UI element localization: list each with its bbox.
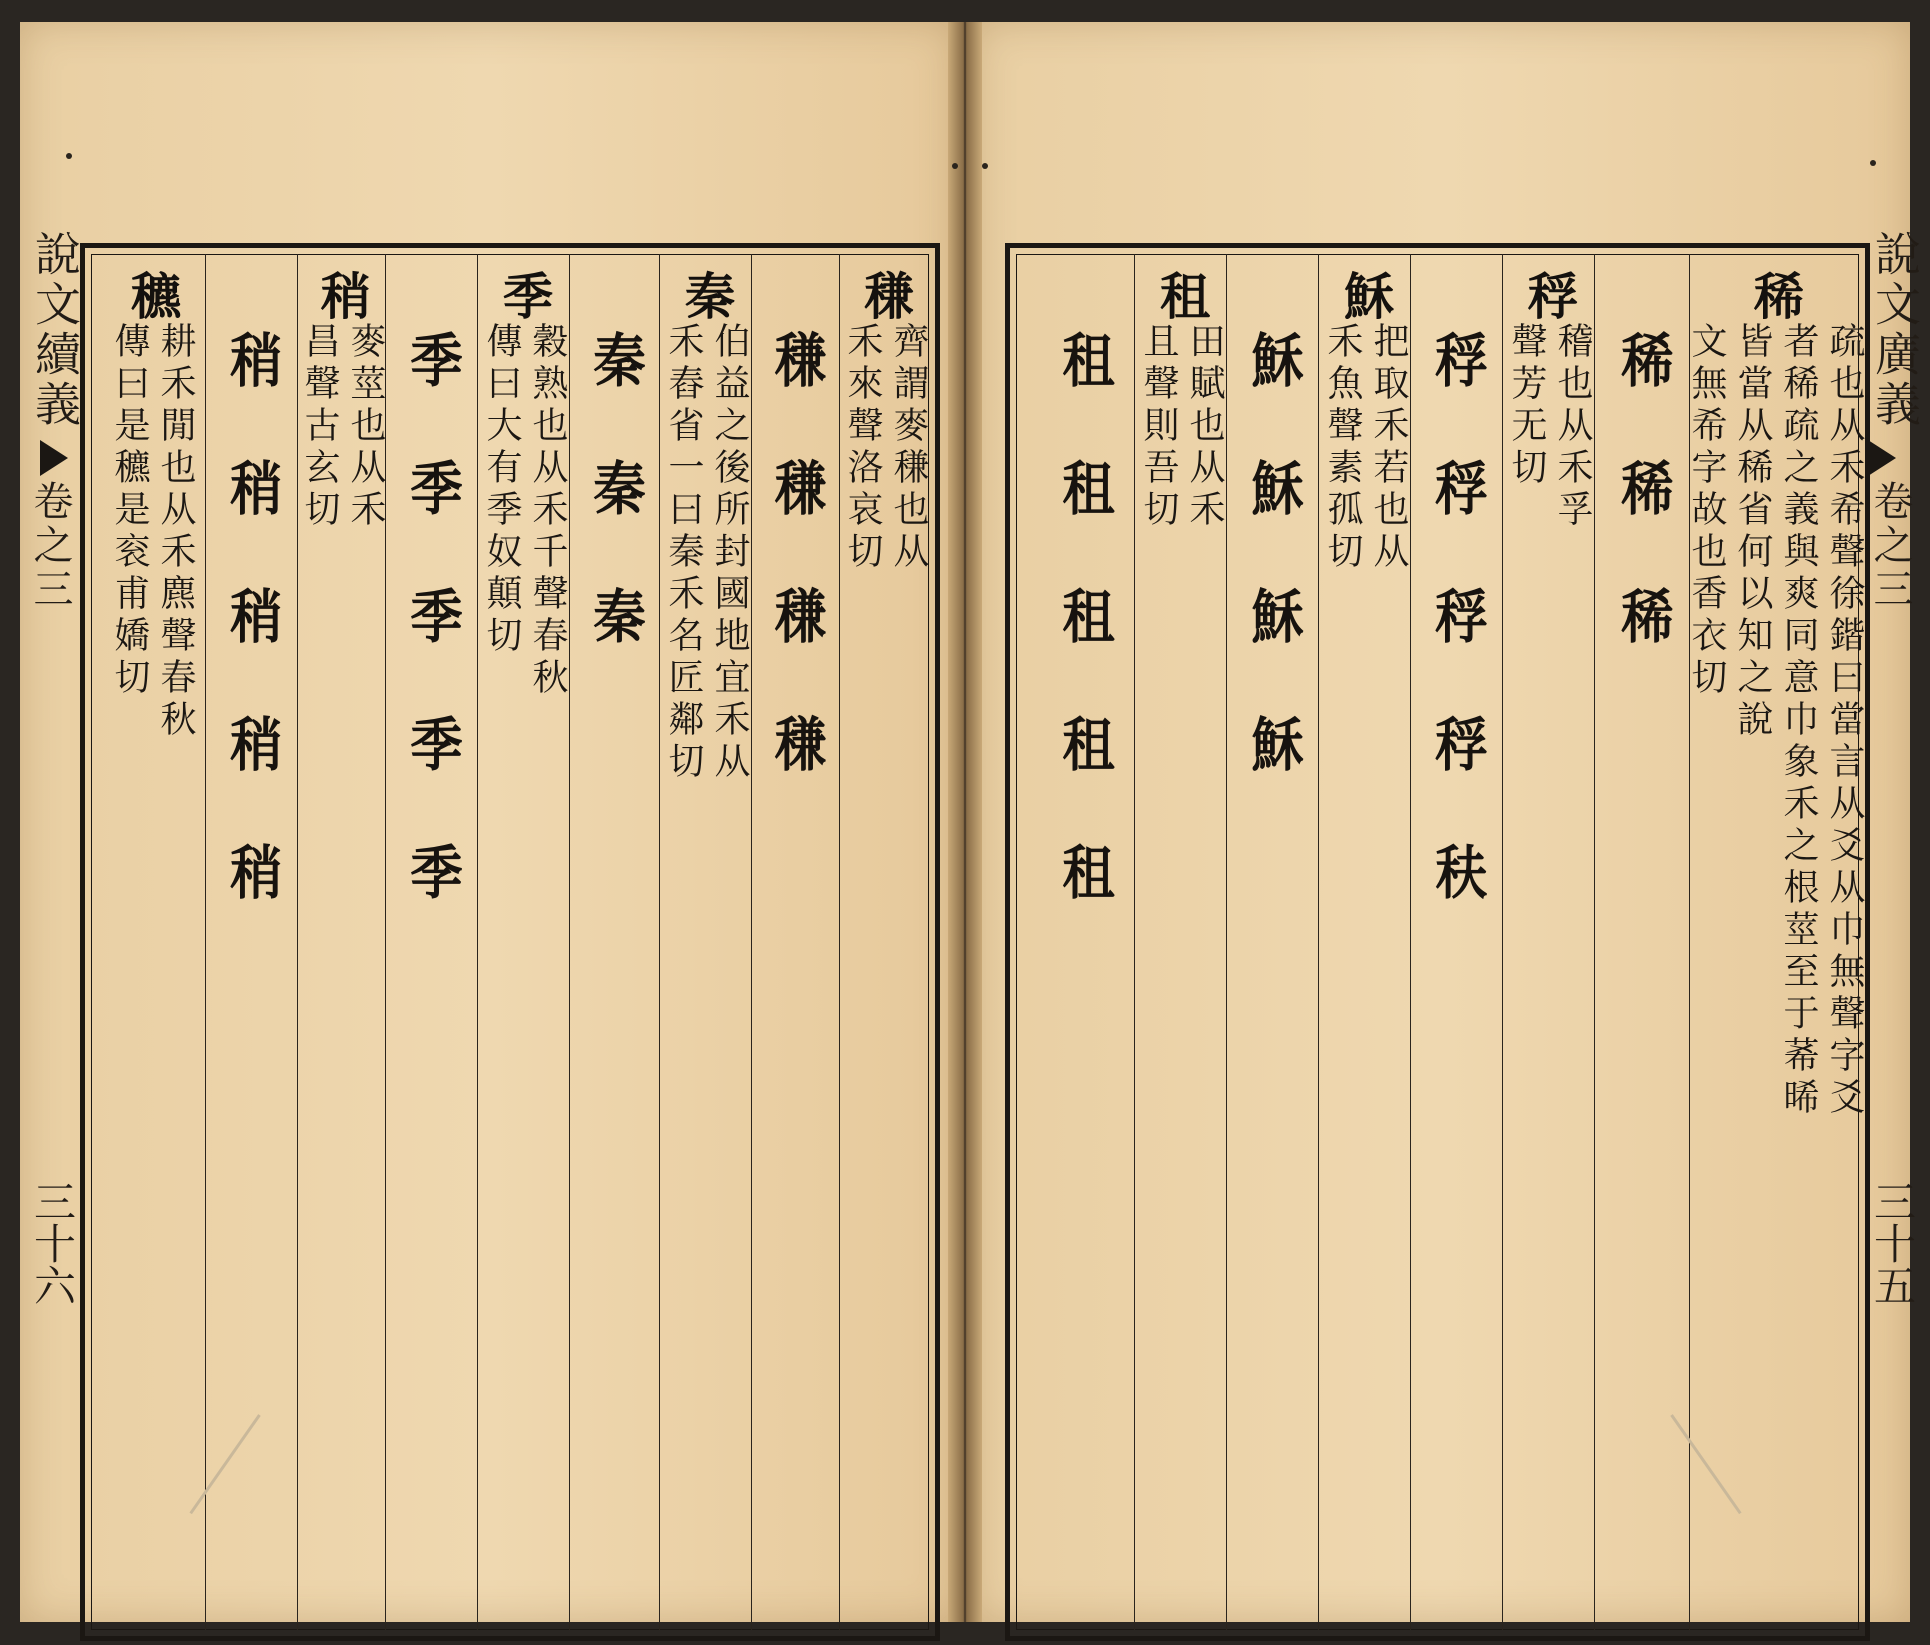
seal-script-variants: 稍稍稍稍稍 xyxy=(221,330,283,970)
text-column xyxy=(1034,254,1134,1630)
right-margin-title: 說文廣義 xyxy=(1868,230,1922,430)
gloss-line: 耕禾閒也从禾麃聲春秋 xyxy=(155,322,196,742)
gloss-text xyxy=(663,322,749,784)
text-column xyxy=(477,254,570,1630)
gloss-line: 傳曰大有季奴顛切 xyxy=(481,322,522,658)
gloss-line: 疏也从禾希聲徐鍇曰當言从爻从巾無聲字爻 xyxy=(1824,322,1865,1120)
seal-script-variants: 秦秦秦 xyxy=(584,330,646,714)
text-column xyxy=(1686,254,1865,1630)
head-character: 季 xyxy=(495,270,554,320)
gloss-line: 禾舂省一曰秦禾名匠鄰切 xyxy=(663,322,704,784)
seal-script-variants: 租租租租租 xyxy=(1053,330,1115,970)
head-character: 穮 xyxy=(123,270,182,320)
gloss-line: 傳曰是穮是衮甫嬌切 xyxy=(109,322,150,700)
left-page-number: 三十六 xyxy=(28,1180,77,1306)
gloss-line: 禾魚聲素孤切 xyxy=(1322,322,1363,574)
head-character: 穌 xyxy=(1336,270,1395,320)
right-margin-volume: 卷之三 xyxy=(1867,480,1913,612)
gloss-text xyxy=(299,322,385,532)
text-column xyxy=(297,254,386,1630)
gloss-line: 文無希字故也香衣切 xyxy=(1686,322,1727,700)
gloss-text xyxy=(842,322,928,574)
seal-script-variants: 穌穌穌穌 xyxy=(1242,330,1304,842)
fold-mark-right xyxy=(1868,440,1896,476)
right-page-number: 三十五 xyxy=(1868,1180,1917,1306)
text-column xyxy=(99,254,205,1630)
gloss-line: 者稀疏之義與爽同意巾象禾之根莖至于莃晞 xyxy=(1778,322,1819,1120)
seal-script-variants: 稴稴稴稴 xyxy=(765,330,827,842)
right-columns xyxy=(1016,254,1865,1630)
gloss-line: 把取禾若也从 xyxy=(1368,322,1409,574)
text-column xyxy=(751,254,840,1630)
gloss-text xyxy=(1686,322,1864,1120)
gloss-line: 田賦也从禾 xyxy=(1184,322,1225,532)
gloss-line: 麥莖也从禾 xyxy=(345,322,386,532)
binding-gutter xyxy=(948,22,982,1622)
head-character: 秦 xyxy=(677,270,736,320)
left-columns xyxy=(91,254,929,1630)
gloss-line: 齊謂麥稴也从 xyxy=(888,322,929,574)
text-column xyxy=(1226,254,1319,1630)
gloss-line: 昌聲古玄切 xyxy=(299,322,340,532)
left-margin-volume: 卷之三 xyxy=(27,480,73,612)
gloss-line: 且聲則吾切 xyxy=(1138,322,1179,532)
text-column xyxy=(385,254,478,1630)
gloss-line: 禾來聲洛哀切 xyxy=(842,322,883,574)
gloss-text xyxy=(1138,322,1224,532)
gloss-line: 伯益之後所封國地宜禾从 xyxy=(709,322,750,784)
gloss-text xyxy=(1506,322,1592,532)
dot-mark xyxy=(952,163,958,169)
head-character: 稃 xyxy=(1520,270,1579,320)
text-column xyxy=(839,254,930,1630)
seal-script-variants: 稀稀稀 xyxy=(1611,330,1674,714)
head-character: 稍 xyxy=(313,270,372,320)
gloss-line: 聲芳无切 xyxy=(1506,322,1547,490)
text-column xyxy=(1318,254,1411,1630)
left-margin-title: 說文續義 xyxy=(28,230,82,430)
text-column xyxy=(1502,254,1595,1630)
gloss-text xyxy=(481,322,567,700)
seal-script-variants: 稃稃稃稃䄮 xyxy=(1426,330,1488,970)
text-column xyxy=(1134,254,1227,1630)
head-character: 租 xyxy=(1152,270,1211,320)
left-text-frame xyxy=(80,243,940,1641)
dot-mark xyxy=(66,153,72,159)
text-column xyxy=(569,254,660,1630)
dot-mark xyxy=(1870,160,1876,166)
gloss-line: 稽也从禾孚 xyxy=(1552,322,1593,532)
gloss-text xyxy=(1322,322,1408,574)
text-column xyxy=(659,254,752,1630)
fold-mark-left xyxy=(40,440,68,476)
right-text-frame xyxy=(1005,243,1870,1641)
gloss-text xyxy=(109,322,195,742)
dot-mark xyxy=(982,163,988,169)
gloss-line: 穀熟也从禾千聲春秋 xyxy=(527,322,568,700)
text-column xyxy=(1410,254,1503,1630)
head-character: 稴 xyxy=(856,270,915,320)
seal-script-variants: 季季季季季 xyxy=(401,330,463,970)
gloss-line: 皆當从稀省何以知之說 xyxy=(1732,322,1773,742)
head-character: 稀 xyxy=(1746,270,1805,320)
